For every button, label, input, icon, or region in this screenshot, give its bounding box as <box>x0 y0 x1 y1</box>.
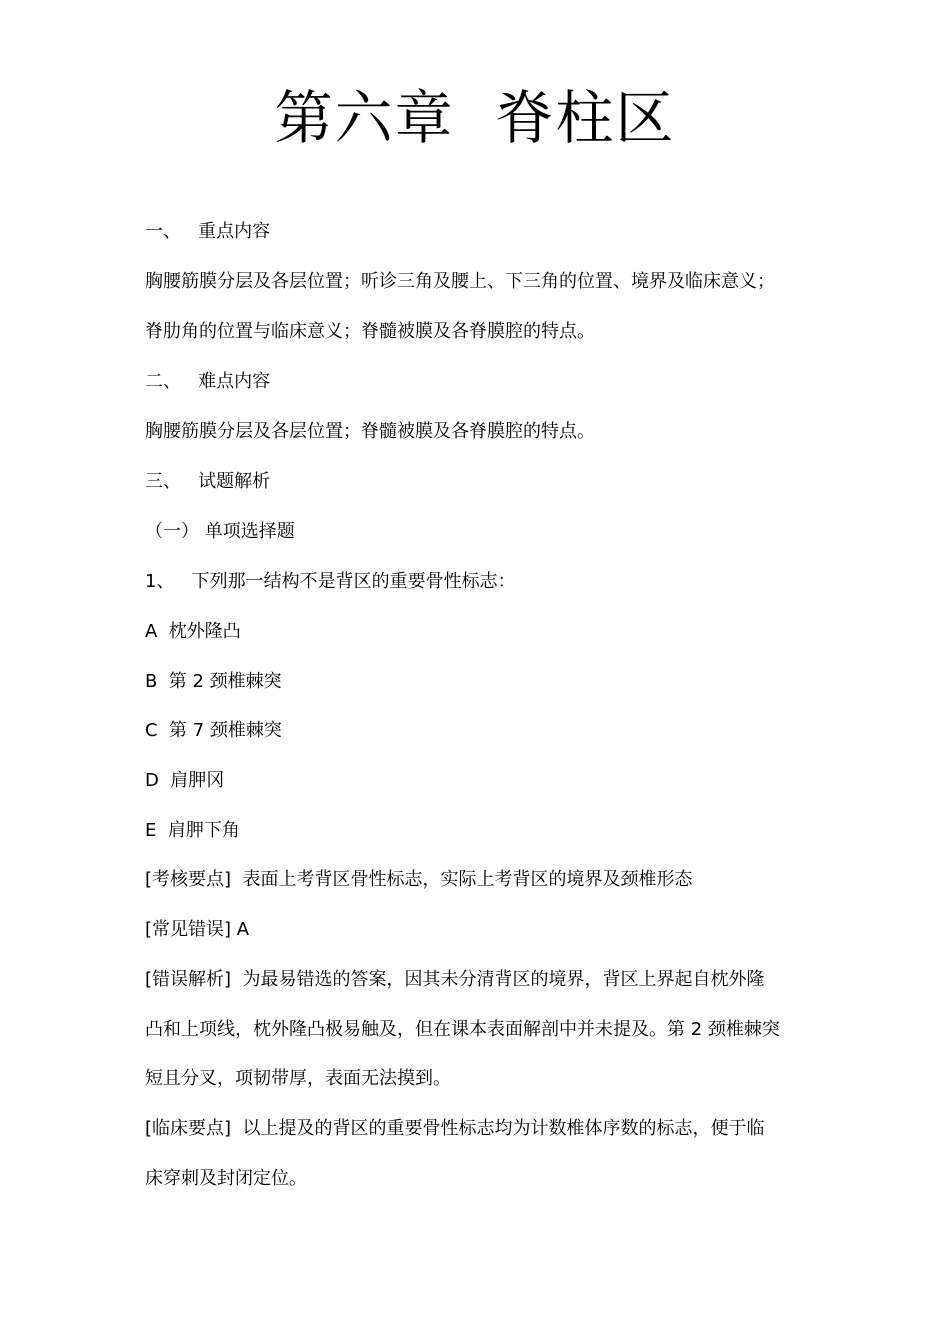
section-heading-key-content: 一、 重点内容 <box>145 221 271 242</box>
error-analysis-line-3: 短且分叉，项韧带厚，表面无法摸到。 <box>145 1068 451 1089</box>
difficult-content-line: 胸腰筋膜分层及各层位置；脊髓被膜及各脊膜腔的特点。 <box>145 421 595 442</box>
option-c: C 第 7 颈椎棘突 <box>145 720 282 741</box>
key-content-line-1: 胸腰筋膜分层及各层位置；听诊三角及腰上、下三角的位置、境界及临床意义； <box>145 271 775 292</box>
section-heading-question-analysis: 三、 试题解析 <box>145 471 271 492</box>
option-b: B 第 2 颈椎棘突 <box>145 671 282 692</box>
section-heading-difficult-content: 二、 难点内容 <box>145 371 271 392</box>
option-d: D 肩胛冈 <box>145 770 225 791</box>
option-e: E 肩胛下角 <box>145 820 240 841</box>
exam-key-point: [考核要点] 表面上考背区骨性标志，实际上考背区的境界及颈椎形态 <box>145 869 693 890</box>
chapter-title: 第六章 脊柱区 <box>274 84 676 152</box>
subsection-heading-single-choice: （一） 单项选择题 <box>145 521 295 542</box>
error-analysis-line-1: [错误解析] 为最易错选的答案，因其未分清背区的境界，背区上界起自枕外隆 <box>145 969 765 990</box>
option-a: A 枕外隆凸 <box>145 621 241 642</box>
common-error: [常见错误] A <box>145 919 250 940</box>
clinical-point-line-1: [临床要点] 以上提及的背区的重要骨性标志均为计数椎体序数的标志，便于临 <box>145 1118 765 1139</box>
question-1-stem: 1、 下列那一结构不是背区的重要骨性标志： <box>145 571 516 592</box>
key-content-line-2: 脊肋角的位置与临床意义；脊髓被膜及各脊膜腔的特点。 <box>145 321 595 342</box>
clinical-point-line-2: 床穿刺及封闭定位。 <box>145 1168 307 1189</box>
error-analysis-line-2: 凸和上项线，枕外隆凸极易触及，但在课本表面解剖中并未提及。第 2 颈椎棘突 <box>145 1019 780 1040</box>
